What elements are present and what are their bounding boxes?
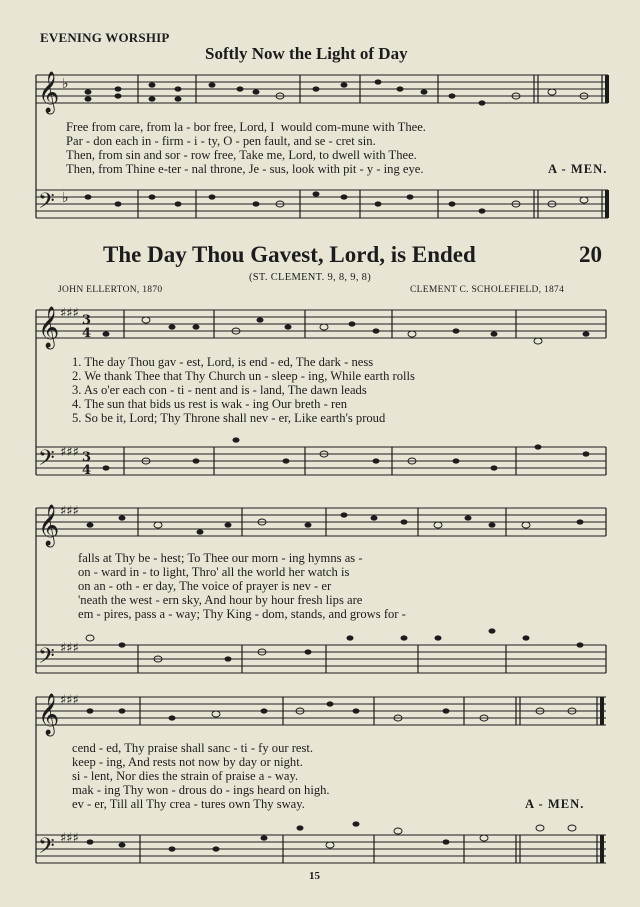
staff-hymn1-bass [36, 190, 608, 218]
section-label: EVENING WORSHIP [40, 30, 170, 45]
note-heads [85, 79, 590, 851]
hymn1-verse-2: Par - don each in - firm - i - ty, O - pen fault, and se - cret sin. [66, 134, 376, 148]
h2-s1-line-3: 3. As o'er each con - ti - nent and is - land, The dawn leads [72, 383, 367, 397]
staff-h2-s2-bass [36, 645, 606, 673]
hymn1-verse-3: Then, from sin and sor - row free, Take me, Lord, to dwell with Thee. [66, 148, 417, 162]
hymn-number: 20 [579, 242, 602, 267]
time-signature: 3 [82, 313, 92, 328]
h2-s2-line-2: on - ward in - to light, Thro' all the world her watch is [78, 565, 350, 579]
hymn1-verse-1: Free from care, from la - bor free, Lord, I would com-mune with Thee. [66, 120, 426, 134]
h2-s3-line-2: keep - ing, And rests not now by day or night. [72, 755, 303, 769]
tune-name: (ST. CLEMENT. 9, 8, 9, 8) [249, 272, 372, 283]
flat-sign-icon: ♭ [62, 76, 69, 92]
h2-s3-line-1: cend - ed, Thy praise shall sanc - ti - fy our rest. [72, 741, 314, 755]
h2-s2-line-5: em - pires, pass a - way; Thy King - dom, stands, and grows for - [78, 607, 406, 621]
bass-clef-icon: 𝄢 [38, 446, 55, 476]
svg-text:𝄞: 𝄞 [38, 694, 60, 735]
svg-text:4: 4 [82, 326, 92, 341]
sharp-sign-icon: ♯♯♯ [60, 306, 79, 321]
h2-s1-line-4: 4. The sun that bids us rest is wak - ing Our breth - ren [72, 397, 348, 411]
svg-text:𝄢: 𝄢 [38, 644, 55, 674]
author-credit: JOHN ELLERTON, 1870 [58, 285, 163, 295]
composer-credit: CLEMENT C. SCHOLEFIELD, 1874 [410, 285, 565, 295]
h2-s1-line-2: 2. We thank Thee that Thy Church un - sleep - ing, While earth rolls [72, 369, 415, 383]
staff-h2-s1-treble [36, 310, 606, 338]
h2-s3-line-4: mak - ing Thy won - drous do - ings heard on high. [72, 783, 330, 797]
svg-text:𝄞: 𝄞 [38, 505, 60, 546]
svg-text:♯♯♯: ♯♯♯ [60, 445, 79, 460]
treble-clef-icon: 𝄞 [38, 307, 60, 348]
svg-text:♯♯♯: ♯♯♯ [60, 641, 79, 656]
hymn1-amen: A - MEN. [548, 162, 608, 176]
svg-text:♭: ♭ [62, 190, 69, 206]
hymn-one-title: Softly Now the Light of Day [205, 44, 408, 63]
treble-clef-icon: 𝄞 [38, 72, 60, 113]
svg-text:4: 4 [82, 463, 92, 478]
h2-s2-line-1: falls at Thy be - hest; To Thee our morn - ing hymns as - [78, 551, 363, 565]
h2-s2-line-4: 'neath the west - ern sky, And hour by hour fresh lips are [78, 593, 363, 607]
h2-s2-line-3: on an - oth - er day, The voice of prayer is nev - er [78, 579, 332, 593]
svg-text:♯♯♯: ♯♯♯ [60, 504, 79, 519]
bass-clef-icon: 𝄢 [38, 189, 55, 219]
h2-s1-line-1: 1. The day Thou gav - est, Lord, is end - ed, The dark - ness [72, 355, 374, 369]
staff-hymn1-treble [36, 75, 608, 103]
svg-text:𝄢: 𝄢 [38, 834, 55, 864]
svg-text:♯♯♯: ♯♯♯ [60, 693, 79, 708]
page-number: 15 [309, 870, 320, 882]
h2-s3-line-5: ev - er, Till all Thy crea - tures own Thy sway. [72, 797, 305, 811]
h2-s3-line-3: si - lent, Nor dies the strain of praise a - way. [72, 769, 299, 783]
hymn-two-title: The Day Thou Gavest, Lord, is Ended [103, 242, 476, 267]
h2-s1-line-5: 5. So be it, Lord; Thy Throne shall nev - er, Like earth's proud [72, 411, 386, 425]
hymn1-verse-4: Then, from Thine e-ter - nal throne, Je - sus, look with pit - y - ing eye. [66, 162, 424, 176]
staff-h2-s2-treble [36, 508, 606, 536]
hymn2-amen: A - MEN. [525, 797, 585, 811]
svg-text:♯♯♯: ♯♯♯ [60, 831, 79, 846]
svg-text:3: 3 [82, 450, 92, 465]
